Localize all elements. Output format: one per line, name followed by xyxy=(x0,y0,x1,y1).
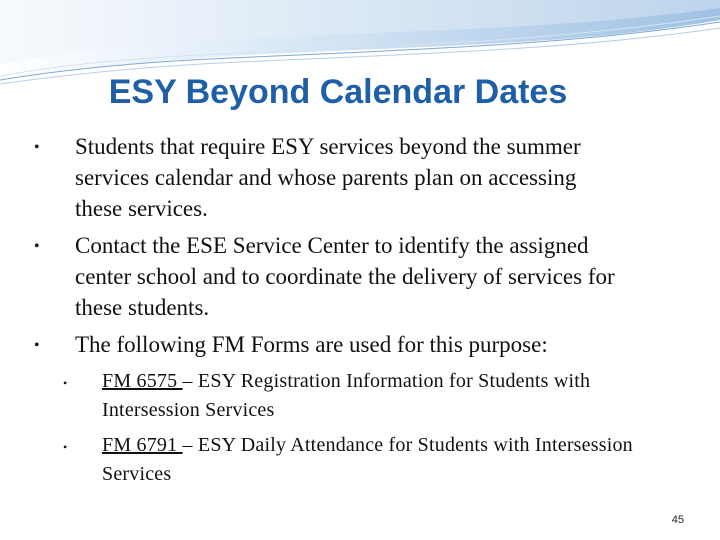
bullet-marker: • xyxy=(34,238,40,255)
bullet-text: Students that require ESY services beyond the summer services calendar and whose parents plan on accessing these services. xyxy=(75,134,581,221)
bullet-marker: • xyxy=(34,139,40,156)
sub-bullet-text xyxy=(102,367,647,425)
form-description: – ESY Daily Attendance for Students with Intersession Services xyxy=(102,434,633,485)
page-number: 45 xyxy=(671,514,684,526)
form-number: FM 6575 xyxy=(102,370,183,392)
bullet-text: The following FM Forms are used for this purpose: xyxy=(75,332,548,357)
form-description: – ESY Registration Information for Students with Intersession Services xyxy=(102,370,591,421)
sub-bullet-marker: • xyxy=(63,376,68,390)
bullet-text: Contact the ESE Service Center to identify the assigned center school and to coordinate the delivery of services for these students. xyxy=(75,233,615,320)
sub-bullet-text xyxy=(102,431,647,489)
bullet-marker: • xyxy=(34,337,40,354)
slide-title: ESY Beyond Calendar Dates xyxy=(108,73,568,111)
sub-bullet-marker: • xyxy=(63,440,68,454)
form-number: FM 6791 xyxy=(102,434,183,456)
